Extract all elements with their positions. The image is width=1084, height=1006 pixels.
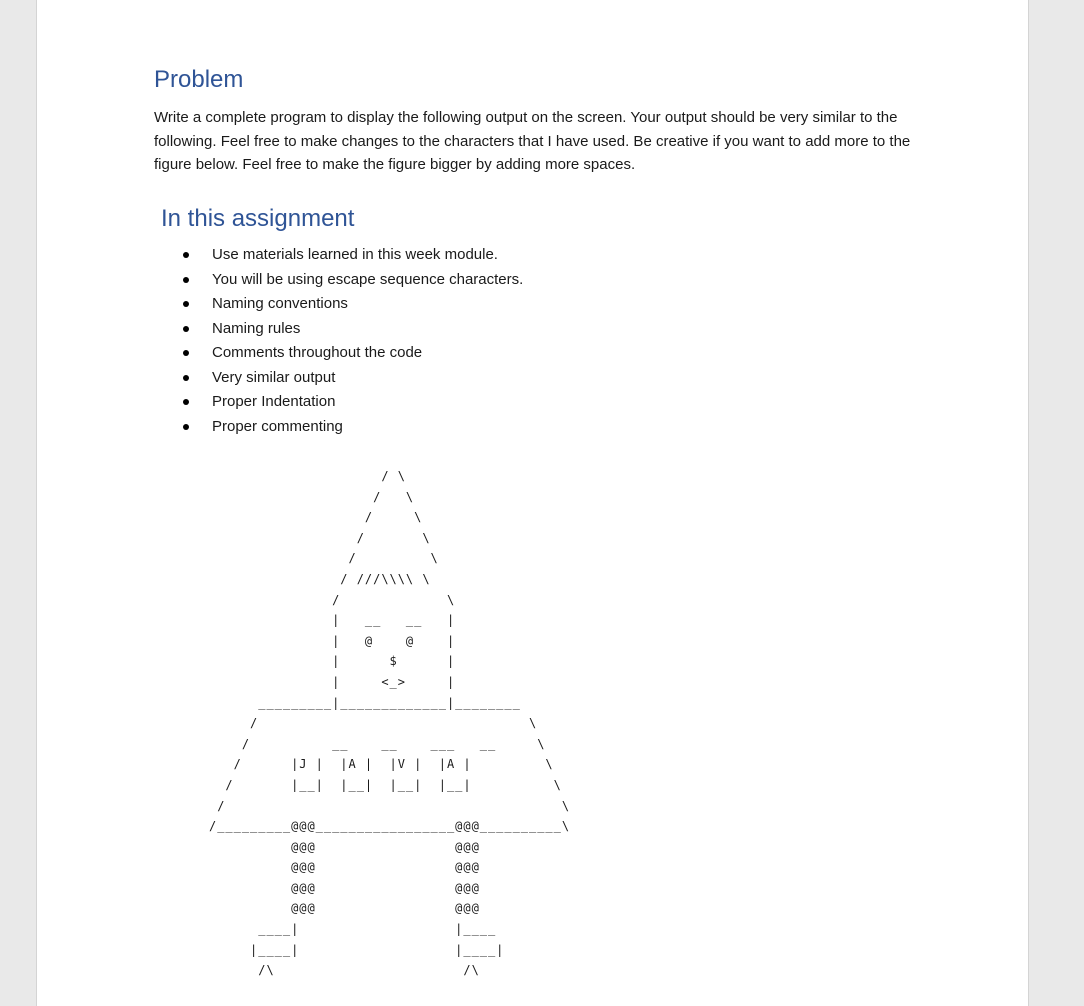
list-item-text: Proper commenting — [212, 417, 343, 435]
list-item — [177, 268, 523, 293]
list-item — [177, 292, 523, 317]
bullet-icon — [183, 252, 189, 258]
list-item — [177, 390, 523, 415]
bullet-icon — [183, 350, 189, 356]
list-item-text: Proper Indentation — [212, 393, 336, 410]
list-item-text: Naming conventions — [212, 295, 348, 312]
list-item — [177, 243, 523, 268]
document-page — [36, 0, 1029, 1006]
bullet-icon — [183, 399, 189, 405]
ascii-art-figure: / \ / \ / \ / \ / \ / ///\\\\ \ / \ | __ __ | | @ @ | | $ | | <_> | _________|_____________|________ / \ / __ __ ___ __ \ / |J | |A | |V | |A | \ / |__| |__| |__| |__| \ / \ /_________@@@_________________@@@__________\ @@@ @@@ @@@ @@@ @@@ @@@ @@@ @@@ ____| |____ |____| |____| /\ /\ — [209, 469, 571, 978]
list-item — [177, 341, 523, 366]
list-item — [177, 366, 523, 391]
bullet-icon — [183, 326, 189, 332]
bullet-icon — [183, 424, 189, 430]
assignment-list — [177, 243, 523, 439]
bullet-icon — [183, 277, 189, 283]
list-item-text: You will be using escape sequence characters. — [212, 270, 524, 288]
bullet-icon — [183, 375, 189, 381]
list-item-text: Very similar output — [212, 368, 336, 386]
problem-heading: Problem — [154, 66, 244, 93]
list-item — [177, 415, 523, 440]
problem-description: Write a complete program to display the following output on the screen. Your output should be very similar to the following. Feel free to make changes to the characters that I have used. Be creative if you want to add more to the figure below. Feel free to make the figure bigger by adding more spaces. — [154, 109, 911, 173]
assignment-heading: In this assignment — [161, 205, 355, 232]
bullet-icon — [183, 301, 189, 307]
list-item-text: Use materials learned in this week module. — [212, 246, 498, 263]
list-item — [177, 317, 523, 342]
list-item-text: Comments throughout the code — [212, 344, 423, 361]
list-item-text: Naming rules — [212, 319, 301, 337]
